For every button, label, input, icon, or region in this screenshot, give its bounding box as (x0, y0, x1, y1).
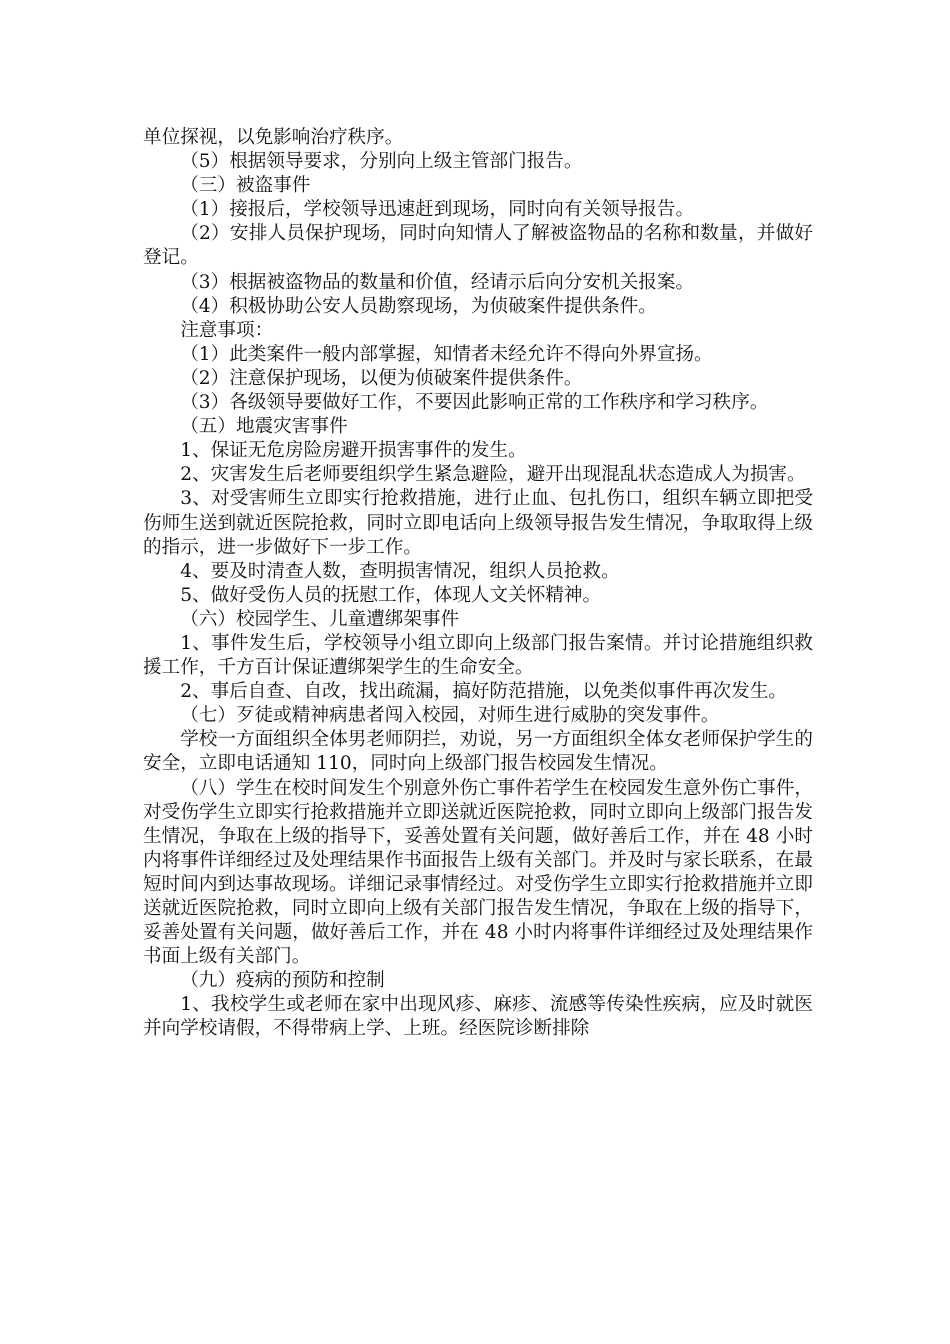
paragraph: （六）校园学生、儿童遭绑架事件 (180, 608, 460, 630)
paragraph: （4）积极协助公安人员勘察现场，为侦破案件提供条件。 (180, 295, 657, 317)
paragraph: 3、对受害师生立即实行抢救措施，进行止血、包扎伤口，组织车辆立即把受伤师生送到就近医院抢救，同时立即电话向上级领导报告发生情况，争取取得上级的指示，进一步做好下一步工作。 (143, 488, 813, 558)
paragraph: 2、事后自查、自改，找出疏漏，搞好防范措施，以免类似事件再次发生。 (180, 681, 788, 703)
paragraph: （1）此类案件一般内部掌握，知情者未经允许不得向外界宣扬。 (180, 343, 713, 365)
document-body (143, 126, 813, 1042)
paragraph: 1、我校学生或老师在家中出现风疹、麻疹、流感等传染性疾病，应及时就医并向学校请假，不得带病上学、上班。经医院诊断排除 (143, 994, 813, 1040)
paragraph: 1、保证无危房险房避开损害事件的发生。 (180, 440, 527, 462)
paragraph: 5、做好受伤人员的抚慰工作，体现人文关怀精神。 (180, 584, 602, 606)
paragraph: （5）根据领导要求，分别向上级主管部门报告。 (180, 151, 583, 173)
paragraph: 1、事件发生后，学校领导小组立即向上级部门报告案情。并讨论措施组织救援工作，千方百计保证遭绑架学生的生命安全。 (143, 632, 813, 679)
paragraph: （三）被盗事件 (180, 175, 311, 197)
paragraph: （五）地震灾害事件 (180, 416, 348, 438)
paragraph: （2）注意保护现场，以便为侦破案件提供条件。 (180, 367, 583, 389)
paragraph: 单位探视，以免影响治疗秩序。 (143, 127, 404, 148)
paragraph: （八）学生在校时间发生个别意外伤亡事件若学生在校园发生意外伤亡事件，对受伤学生立即实行抢救措施并立即送就近医院抢救，同时立即向上级部门报告发生情况，争取在上级的指导下，妥善处置有关问题，做好善后工作，并在 48 小时内将事件详细经过及处理结果作书面报告上级有关部门。并及时与家长联系，在最短时间内到达事故现场。详细记录事情经过。对受伤学生立即实行抢救措施并立即送就近医院抢救，同时立即向上级有关部门报告发生情况，争取在上级的指导下，妥善处置有关问题，做好善后工作，并在 48 小时内将事件详细经过及处理结果作书面上级有关部门。 (143, 777, 813, 968)
paragraph: 注意事项： (180, 319, 274, 341)
paragraph: （3）各级领导要做好工作，不要因此影响正常的工作秩序和学习秩序。 (180, 392, 769, 414)
paragraph: 2、灾害发生后老师要组织学生紧急避险，避开出现混乱状态造成人为损害。 (180, 464, 806, 486)
paragraph: （2）安排人员保护现场，同时向知情人了解被盗物品的名称和数量，并做好登记。 (143, 223, 813, 269)
paragraph: 学校一方面组织全体男老师阴拦，劝说，另一方面组织全体女老师保护学生的安全，立即电话通知 110，同时向上级部门报告校园发生情况。 (143, 729, 813, 775)
paragraph: （1）接报后，学校领导迅速赶到现场，同时向有关领导报告。 (180, 199, 695, 221)
paragraph: （七）歹徒或精神病患者闯入校园，对师生进行威胁的突发事件。 (180, 705, 720, 727)
paragraph: 4、要及时清查人数，查明损害情况，组织人员抢救。 (180, 560, 620, 582)
paragraph: （3）根据被盗物品的数量和价值，经请示后向分安机关报案。 (180, 271, 695, 293)
paragraph: （九）疫病的预防和控制 (180, 970, 385, 992)
